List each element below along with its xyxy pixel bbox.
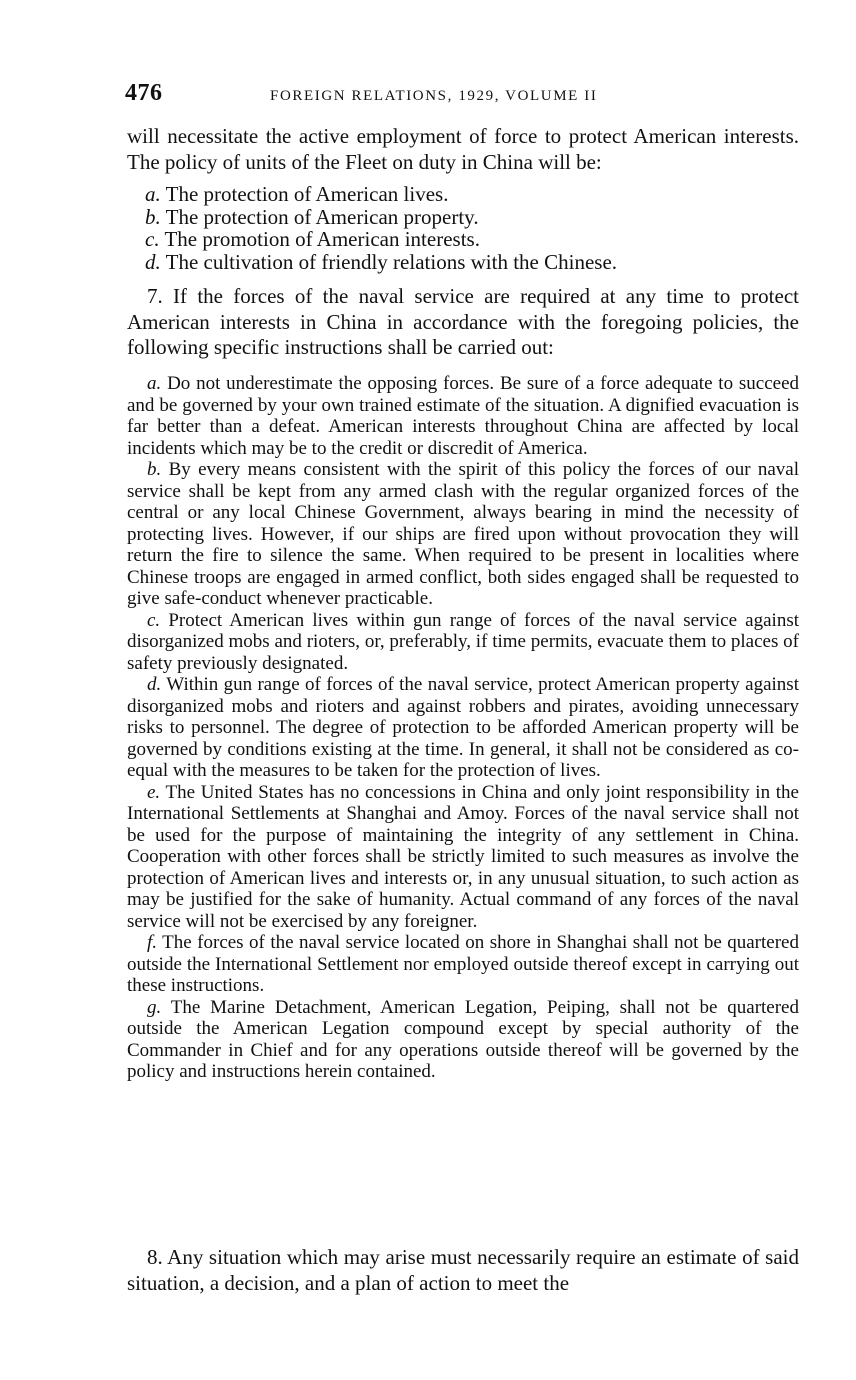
policy-item-text: The protection of American property. [165, 204, 479, 229]
instruction-letter: g. [147, 996, 162, 1018]
instruction-letter: c. [147, 609, 161, 631]
instruction-text: Protect American lives within gun range of forces of the naval service against disorganized mobs and rioters, or, preferably, if time permits, evacuate them to places of safety previously designated. [127, 609, 800, 674]
instruction-text: Within gun range of forces of the naval service, protect American property against disorganized mobs and rioters and against robbers and pirates, avoiding unnecessary risks to personnel. The degree of protection to be afforded American property will be governed by conditions existing at the time. In general, it shall not be considered as co-equal with the measures to be taken for the protection of lives. [127, 674, 799, 781]
instruction-g [127, 997, 799, 1083]
intro-text: will necessitate the active employment of force to protect American interests. The policy of units of the Fleet on duty in China will be: [127, 124, 799, 174]
policy-item-letter: c. [145, 227, 160, 251]
instruction-letter: f. [147, 932, 158, 953]
instruction-text: By every means consistent with the spirit of this policy the forces of our naval service shall be kept from any armed clash with the regular organized forces of the central or any local Chinese Government, always bearing in mind the necessity of protecting lives. However, if our ships are fired upon without provocation they will return the fire to silence the same. When required to be present in localities where Chinese troops are engaged in armed conflict, both sides engaged shall be requested to give safe-conduct whenever practicable. [127, 459, 800, 609]
policy-item-text: The cultivation of friendly relations with the Chinese. [165, 249, 618, 274]
paragraph-7-text: 7. If the forces of the naval service are required at any time to protect American interests in China in accordance with the foregoing policies, the following specific instructions shall be carried out: [127, 284, 799, 359]
policy-item-b [145, 206, 805, 229]
policy-item-letter: b. [145, 204, 161, 229]
policy-item-letter: d. [145, 249, 161, 274]
instruction-b [127, 459, 799, 610]
instruction-letter: d. [147, 674, 162, 695]
instruction-text: The forces of the naval service located on shore in Shanghai shall not be quartered outside the International Settlement nor employed outside thereof except in carrying out these instructions. [127, 932, 799, 996]
instruction-c [127, 610, 799, 675]
instruction-letter: b. [147, 459, 162, 480]
instruction-letter: a. [147, 373, 162, 394]
instruction-text: The Marine Detachment, American Legation, Peiping, shall not be quartered outside the American Legation compound except by special authority of the Commander in Chief and for any operations outside thereof will be governed by the policy and instructions herein contained. [127, 996, 799, 1082]
policy-item-letter: a. [145, 182, 161, 206]
instruction-letter: e. [147, 781, 161, 803]
policy-item-a [145, 183, 805, 206]
instruction-a [127, 373, 799, 459]
page-number: 476 [125, 80, 163, 106]
policy-item-text: The protection of American lives. [165, 182, 449, 206]
policy-item-c [145, 228, 805, 251]
paragraph-8 [127, 1245, 799, 1296]
instruction-e [127, 782, 799, 933]
intro-paragraph [127, 124, 799, 175]
policy-item-d [145, 251, 805, 274]
policy-list [145, 183, 805, 273]
policy-item-text: The promotion of American interests. [164, 227, 480, 251]
page-header [125, 80, 805, 110]
paragraph-8-text: 8. Any situation which may arise must necessarily require an estimate of said situation, a decision, and a plan of action to meet the [127, 1245, 799, 1295]
instructions-list [127, 373, 799, 1083]
instruction-f [127, 932, 799, 997]
instruction-text: Do not underestimate the opposing forces. Be sure of a force adequate to succeed and be governed by your own trained estimate of the situation. A dignified evacuation is far better than a defeat. American interests throughout China are affected by local incidents which may be to the credit or discredit of America. [127, 373, 800, 459]
running-head: FOREIGN RELATIONS, 1929, VOLUME II [270, 88, 598, 104]
paragraph-7 [127, 284, 799, 361]
instruction-text: The United States has no concessions in China and only joint responsibility in the International Settlements at Shanghai and Amoy. Forces of the naval service shall not be used for the purpose of maintaining the integrity of any settlement in China. Cooperation with other forces shall be strictly limited to such measures as involve the protection of American lives and interests or, in any unusual situation, to such action as may be justified for the sake of humanity. Actual command of any forces of the naval service will not be exercised by any foreigner. [127, 781, 799, 932]
instruction-d [127, 674, 799, 782]
